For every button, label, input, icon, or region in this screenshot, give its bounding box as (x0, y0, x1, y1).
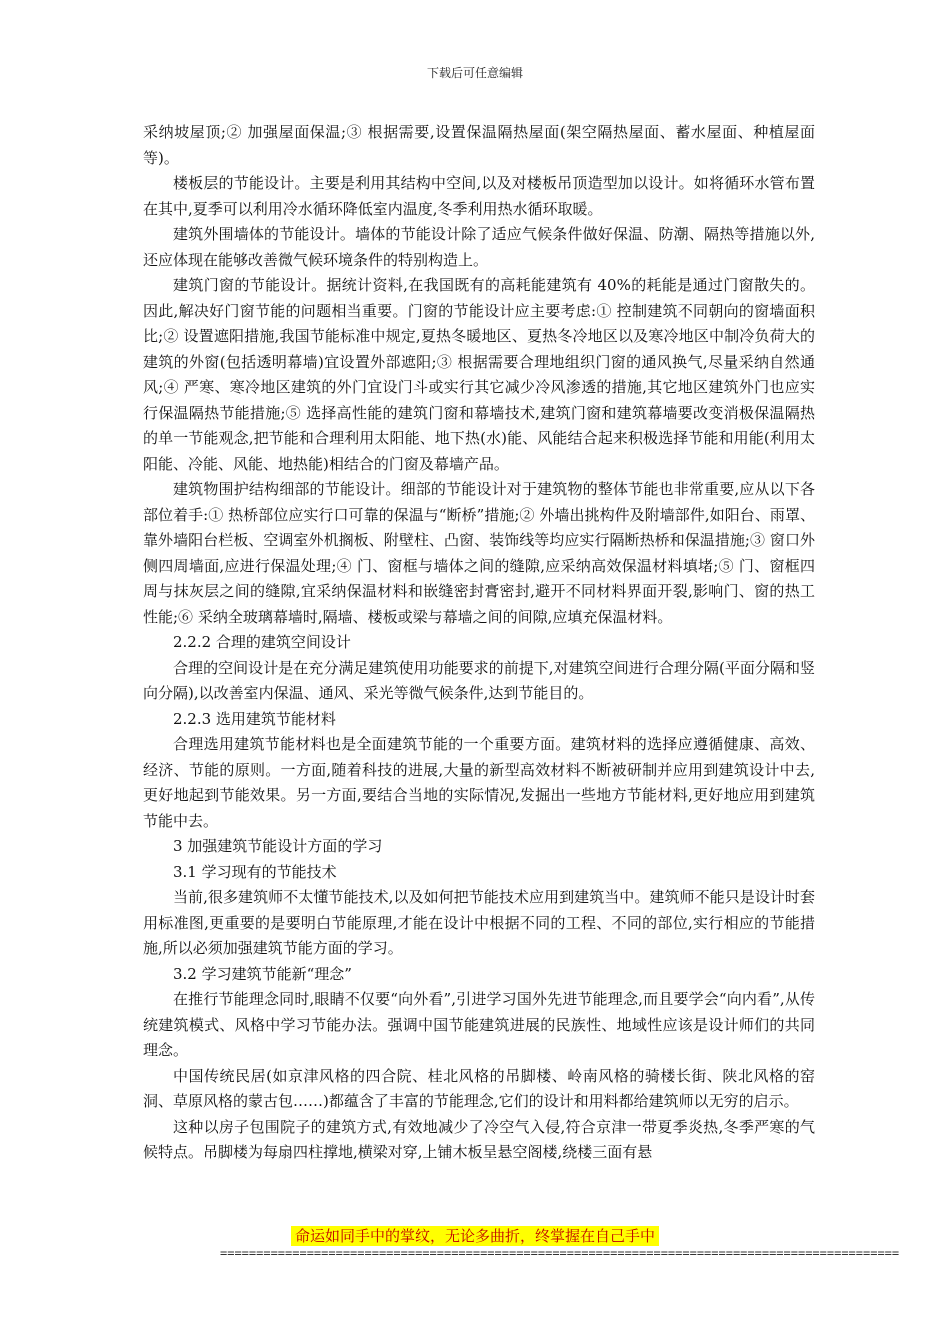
paragraph-traditional: 中国传统民居(如京津风格的四合院、桂北风格的吊脚楼、岭南风格的骑楼长街、陕北风格的窑洞、草原风格的蒙古包……)都蕴含了丰富的节能理念,它们的设计和用料都给建筑师以无穷的启示。 (143, 1066, 815, 1110)
section-heading-2-2-2: 2.2.2 合理的建筑空间设计 (173, 633, 351, 651)
section-heading-3-2: 3.2 学习建筑节能新“理念” (173, 964, 352, 983)
paragraph-concept: 在推行节能理念同时,眼睛不仅要“向外看”,引进学习国外先进节能理念,而且要学会“向内看”,从传统建筑模式、风格中学习节能办法。强调中国节能建筑进展的民族性、地域性应该是设计师们的共同理念。 (143, 990, 815, 1059)
paragraph-window: 建筑门窗的节能设计。据统计资料,在我国既有的高耗能建筑有 40%的耗能是通过门窗散失的。因此,解决好门窗节能的问题相当重要。门窗的节能设计应主要考虑:① 控制建筑不同朝向的窗墙面积比;② 设置遮阳措施,我国节能标准中规定,夏热冬暖地区、夏热冬冷地区以及寒冷地区中制冷负荷大的建筑的外窗(包括透明幕墙)宜设置外部遮阳;③ 根据需要合理地组织门窗的通风换气,尽量采纳自然通风;④ 严寒、寒冷地区建筑的外门宜设门斗或实行其它减少冷风渗透的措施,其它地区建筑外门也应实行保温隔热节能措施;⑤ 选择高性能的建筑门窗和幕墙技术,建筑门窗和建筑幕墙要改变消极保温隔热的单一节能观念,把节能和合理利用太阳能、地下热(水)能、风能结合起来积极选择节能和用能(利用太阳能、冷能、风能、地热能)相结合的门窗及幕墙产品。 (143, 276, 815, 473)
page-header: 下载后可任意编辑 (426, 66, 523, 80)
paragraph-courtyard: 这种以房子包围院子的建筑方式,有效地减少了冷空气入侵,符合京津一带夏季炎热,冬季严寒的气候特点。吊脚楼为每扇四柱撑地,横梁对穿,上铺木板呈悬空阁楼,绕楼三面有悬 (143, 1117, 815, 1161)
footer-motto: 命运如同手中的掌纹，无论多曲折，终掌握在自己手中 (291, 1226, 659, 1246)
paragraph-floor: 楼板层的节能设计。主要是利用其结构中空间,以及对楼板吊顶造型加以设计。如将循环水管布置在其中,夏季可以利用冷水循环降低室内温度,冬季利用热水循环取暖。 (143, 174, 815, 218)
footer-motto-band (0, 1226, 950, 1246)
section-heading-2-2-3: 2.2.3 选用建筑节能材料 (173, 709, 336, 728)
paragraph-roof: 采纳坡屋顶;② 加强屋面保温;③ 根据需要,设置保温隔热屋面(架空隔热屋面、蓄水屋面、种植屋面等)。 (143, 123, 815, 167)
section-heading-3: 3 加强建筑节能设计方面的学习 (173, 837, 383, 855)
paragraph-detail: 建筑物围护结构细部的节能设计。细部的节能设计对于建筑物的整体节能也非常重要,应从以下各部位着手:① 热桥部位应实行口可靠的保温与“断桥”措施;② 外墙出挑构件及附墙部件,如阳台、雨罩、靠外墙阳台栏板、空调室外机搁板、附壁柱、凸窗、装饰线等均应实行隔断热桥和保温措施;③ 窗口外侧四周墙面,应进行保温处理;④ 门、窗框与墙体之间的缝隙,应采纳高效保温材料填堵;⑤ 门、窗框四周与抹灰层之间的缝隙,宜采纳保温材料和嵌缝密封膏密封,避开不同材料界面开裂,影响门、窗的热工性能;⑥ 采纳全玻璃幕墙时,隔墙、楼板或梁与幕墙之间的间隙,应填充保温材料。 (143, 480, 815, 626)
footer-divider: ============================================================================================== (220, 1246, 900, 1260)
paragraph-tech: 当前,很多建筑师不太懂节能技术,以及如何把节能技术应用到建筑当中。建筑师不能只是设计时套用标准图,更重要的是要明白节能原理,才能在设计中根据不同的工程、不同的部位,实行相应的节能措施,所以必须加强建筑节能方面的学习。 (143, 888, 815, 957)
section-heading-3-1: 3.1 学习现有的节能技术 (173, 862, 337, 881)
body-text (143, 120, 815, 1166)
paragraph-material: 合理选用建筑节能材料也是全面建筑节能的一个重要方面。建筑材料的选择应遵循健康、高效、经济、节能的原则。一方面,随着科技的进展,大量的新型高效材料不断被研制并应用到建筑设计中去,更好地起到节能效果。另一方面,要结合当地的实际情况,发掘出一些地方节能材料,更好地应用到建筑节能中去。 (143, 735, 815, 830)
paragraph-wall: 建筑外围墙体的节能设计。墙体的节能设计除了适应气候条件做好保温、防潮、隔热等措施以外,还应体现在能够改善微气候环境条件的特别构造上。 (143, 225, 815, 269)
paragraph-space: 合理的空间设计是在充分满足建筑使用功能要求的前提下,对建筑空间进行合理分隔(平面分隔和竖向分隔),以改善室内保温、通风、采光等微气候条件,达到节能目的。 (143, 658, 815, 702)
